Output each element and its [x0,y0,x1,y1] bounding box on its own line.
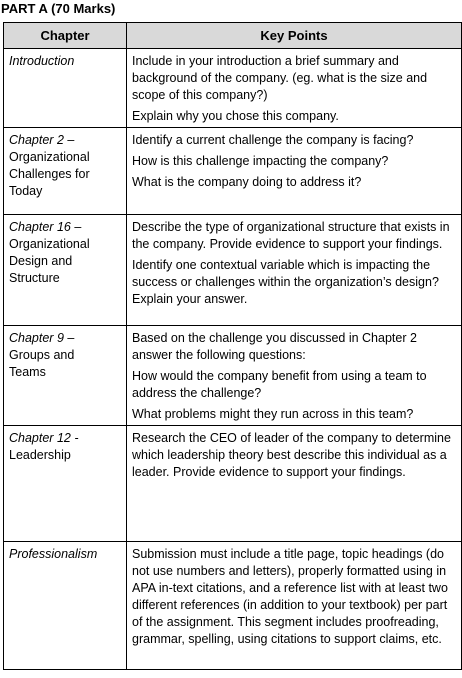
header-row [4,23,462,49]
table-row [4,215,462,326]
key-point: Submission must include a title page, topic headings (do not use numbers and letters), properly formatted using in APA in-text citations, and a reference list with at least two different references (in addition to your textbook) per part of the assignment. This segment includes proofreading, grammar, spelling, using citations to support claims, etc. [132,547,448,646]
chapter-name: Introduction [9,54,75,68]
table-row [4,326,462,426]
chapter-subtitle: Groups and [9,348,75,362]
key-points-cell [127,426,462,542]
part-title: PART A (70 Marks) [1,1,116,16]
chapter-subtitle: Structure [9,271,60,285]
chapter-subtitle: Today [9,184,43,198]
key-point: How would the company benefit from using a team to address the challenge? [132,369,427,400]
chapter-subtitle: Organizational [9,237,90,251]
assignment-table [3,22,462,670]
chapter-cell [4,215,127,326]
chapter-cell [4,326,127,426]
chapter-cell [4,49,127,128]
chapter-subtitle: Teams [9,365,46,379]
key-point: Research the CEO of leader of the company to determine which leadership theory best describe this individual as a leader. Provide evidence to support your findings. [132,431,451,479]
key-points-cell [127,215,462,326]
key-point: Describe the type of organizational structure that exists in the company. Provide evidence to support your findings. [132,220,450,251]
chapter-subtitle: Organizational [9,150,90,164]
key-points-cell [127,326,462,426]
chapter-name: Chapter 16 – [9,220,82,234]
table-row [4,542,462,670]
chapter-name: Chapter 2 – [9,133,75,147]
key-points-cell [127,542,462,670]
key-point: What problems might they run across in this team? [132,407,414,421]
key-point: Include in your introduction a brief summary and background of the company. (eg. what is the size and scope of this company?) [132,54,428,102]
key-point: Identify a current challenge the company is facing? [132,133,414,147]
key-point: Explain why you chose this company. [132,109,339,123]
key-point: Identify one contextual variable which is impacting the success or challenges within the organization’s design? Explain your answer. [132,258,439,306]
key-point: Based on the challenge you discussed in Chapter 2 answer the following questions: [132,331,417,362]
key-points-cell [127,49,462,128]
chapter-subtitle: Leadership [9,448,71,462]
table-row [4,426,462,542]
chapter-subtitle: Design and [9,254,73,268]
header-chapter: Chapter [4,23,127,49]
key-point: How is this challenge impacting the company? [132,154,389,168]
table-row [4,49,462,128]
key-point: What is the company doing to address it? [132,175,362,189]
chapter-cell [4,128,127,215]
chapter-name: Chapter 9 – [9,331,75,345]
chapter-name: Professionalism [9,547,98,561]
chapter-name: Chapter 12 - [9,431,79,445]
key-points-cell [127,128,462,215]
chapter-subtitle: Challenges for [9,167,90,181]
header-key-points: Key Points [127,23,462,49]
chapter-cell [4,426,127,542]
table-row [4,128,462,215]
chapter-cell [4,542,127,670]
